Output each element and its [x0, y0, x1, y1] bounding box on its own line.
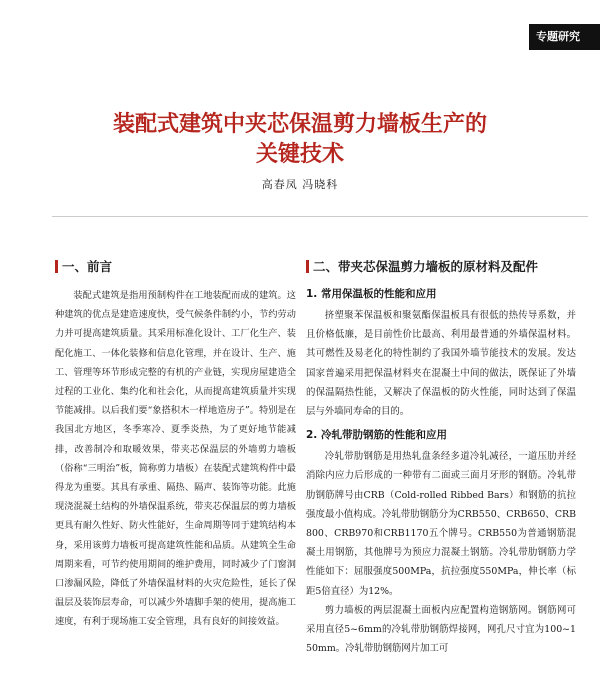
mesh-paragraph: 剪力墙板的两层混凝土面板内应配置构造钢筋网。钢筋网可采用直径5~6mm的冷轧带肋钢筋焊接网，网孔尺寸宜为100~150mm。冷轧带肋钢筋网片加工可 [306, 604, 576, 655]
authors: 高春凤 冯晓科 [261, 178, 339, 191]
left-column [55, 258, 296, 632]
article-title [0, 110, 600, 170]
header-divider [52, 216, 588, 217]
section-heading-preface-text: 一、前言 [62, 259, 113, 274]
title-line-1: 装配式建筑中夹芯保温剪力墙板生产的 [112, 112, 487, 137]
subheading-insulation-board: 1. 常用保温板的性能和应用 [306, 288, 437, 300]
section-heading-materials [306, 258, 576, 276]
section-heading-preface [55, 258, 296, 276]
heading-bar-icon [306, 260, 309, 273]
right-column [306, 258, 576, 658]
rebar-paragraph: 冷轧带肋钢筋是用热轧盘条经多道冷轧减径，一道压肋并经消除内应力后形成的一种带有二面或三面月牙形的钢筋。冷轧带肋钢筋牌号由CRB（Cold-rolled Ribbed Bars）和钢筋的抗拉强度最小值构成。冷轧带肋钢筋分为CRB550、CRB650、CRB800、CRB970和CRB1170五个牌号。CRB550为普通钢筋混凝土用钢筋，其他牌号为预应力混凝土钢筋。冷轧带肋钢筋力学性能如下：屈服强度500MPa，抗拉强度550MPa，伸长率（标距5倍直径）为12%。 [306, 451, 576, 597]
subheading-cold-rolled-rebar: 2. 冷轧带肋钢筋的性能和应用 [306, 429, 447, 442]
section-heading-materials-text: 二、带夹芯保温剪力墙板的原材料及配件 [313, 259, 539, 274]
preface-paragraph: 装配式建筑是指用预制构件在工地装配而成的建筑。这种建筑的优点是建造速度快，受气候条件制约小，节约劳动力并可提高建筑质量。其采用标准化设计、工厂化生产、装配化施工、一体化装修和信息化管理，并在设计、生产、施工、管理等环节形成完整的有机的产业链，实现房屋建造全过程的工业化、集约化和社会化，从而提高建筑质量并实现节能减排。以后我们要“象搭积木一样地造房子”。特别是在我国北方地区，冬季寒冷、夏季炎热，为了更好地节能减排，改善制冷和取暖效果，带夹芯保温层的外墙剪力墙板（俗称“三明治”板，简称剪力墙板）在装配式建筑构件中最得龙为重要。其具有承重、隔热、隔声、装饰等功能。此施现浇混凝土结构的外墙保温系统，带夹芯保温层的剪力墙板更具有耐久性好、防火性能好，生命周期等同于建筑结构本身，采用该剪力墙板可提高建筑性能和品质。从建筑全生命周期来看，可节约使用期间的维护费用，同时减少了门窗洞口渗漏风险，降低了外墙保温材料的火灾危险性，延长了保温层及装饰层寿命，可以减少外墙脚手架的使用，提高施工速度，有利于现场施工安全管理，具有良好的间接效益。 [55, 290, 296, 628]
title-line-2: 关键技术 [255, 142, 344, 167]
section-tag: 专题研究 [529, 24, 600, 50]
insulation-paragraph: 挤塑聚苯保温板和聚氨酯保温板具有很低的热传导系数，并且价格低廉，是目前性价比最高、利用最普通的外墙保温材料。其可燃性及易老化的特性制约了我国外墙节能技术的发展。发达国家普遍采用把保温材料夹在混凝土中间的做法，既保证了外墙的保温隔热性能，又解决了保温板的防火性能，同时达到了保温层与外墙同寿命的目的。 [306, 310, 576, 418]
heading-bar-icon [55, 260, 58, 273]
